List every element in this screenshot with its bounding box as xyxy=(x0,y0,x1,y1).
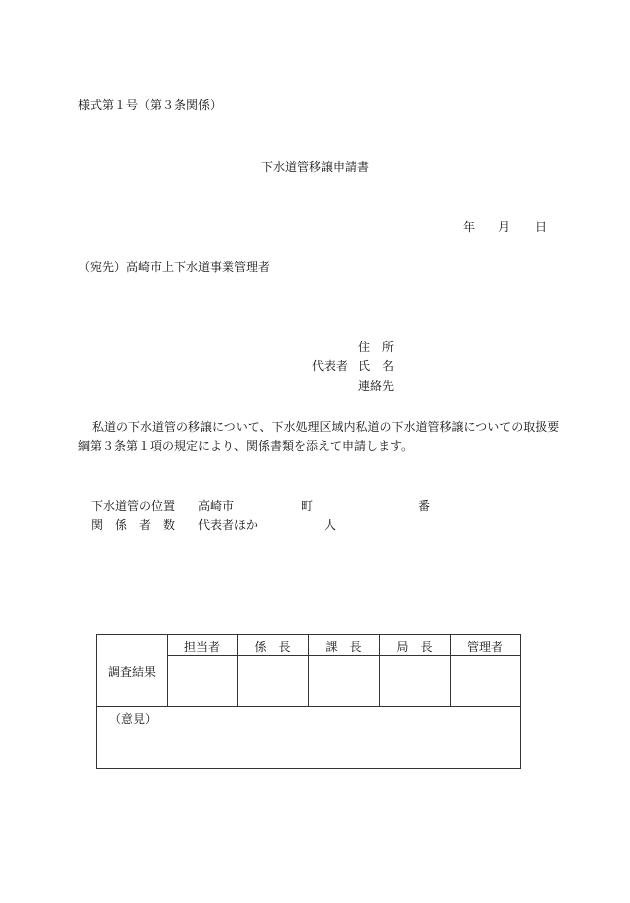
address-label: 住 所 xyxy=(358,340,395,354)
pipe-location-label: 下水道管の位置 xyxy=(91,499,176,513)
opinion-label: （意見） xyxy=(109,712,158,726)
date-month-label: 月 xyxy=(498,220,511,234)
body-text-line-2: 綱第３条第１項の規定により、関係書類を添えて申請します。 xyxy=(78,439,414,453)
related-persons-value: 代表者ほか xyxy=(198,518,259,532)
column-header: 局 長 xyxy=(396,640,433,654)
stamp-box[interactable] xyxy=(238,656,308,706)
name-label: 氏 名 xyxy=(358,359,395,373)
column-header: 管理者 xyxy=(466,640,503,654)
contact-label: 連絡先 xyxy=(358,379,395,393)
form-number: 様式第１号（第３条関係） xyxy=(78,98,223,112)
column-header: 担当者 xyxy=(183,640,220,654)
pipe-location-town: 町 xyxy=(301,499,314,513)
survey-result-table xyxy=(96,634,521,769)
related-persons-unit: 人 xyxy=(324,518,337,532)
stamp-box[interactable] xyxy=(380,656,450,706)
opinion-area[interactable] xyxy=(98,707,519,768)
document-title: 下水道管移譲申請書 xyxy=(261,160,370,174)
body-text-line-1: 私道の下水道管の移譲について、下水処理区域内私道の下水道管移譲についての取扱要 xyxy=(92,420,560,434)
pipe-location-ban: 番 xyxy=(418,499,431,513)
date-year-label: 年 xyxy=(463,220,476,234)
related-persons-label: 関 係 者 数 xyxy=(91,518,176,532)
date-day-label: 日 xyxy=(535,220,548,234)
stamp-box[interactable] xyxy=(451,656,520,706)
pipe-location-city: 高崎市 xyxy=(198,499,235,513)
stamp-box[interactable] xyxy=(309,656,379,706)
addressee: （宛先）高崎市上下水道事業管理者 xyxy=(78,260,271,274)
representative-label: 代表者 xyxy=(312,359,349,373)
stamp-box[interactable] xyxy=(168,656,237,706)
column-header: 課 長 xyxy=(325,640,362,654)
survey-result-label: 調査結果 xyxy=(107,665,156,679)
column-header: 係 長 xyxy=(254,640,291,654)
